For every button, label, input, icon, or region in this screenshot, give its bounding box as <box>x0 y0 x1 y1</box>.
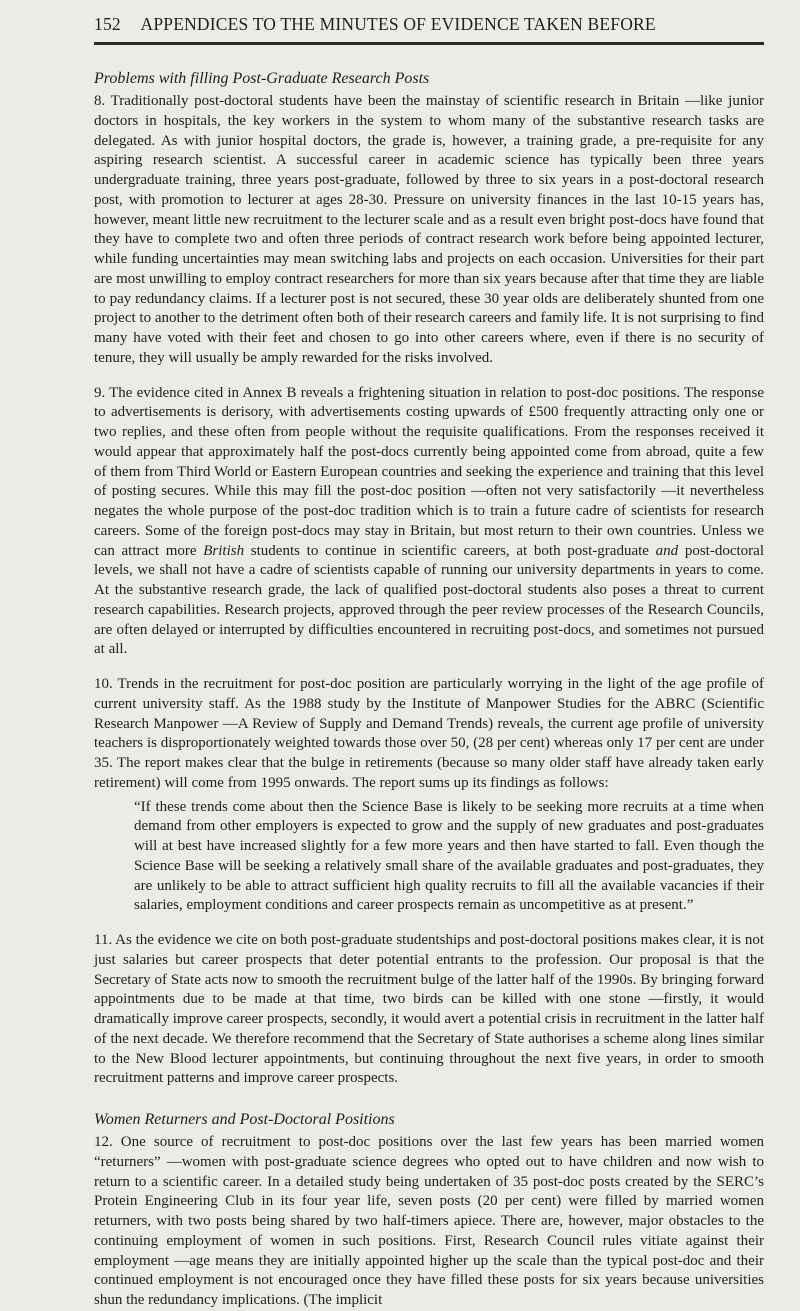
paragraph-9-text-c: post-doctoral levels, we shall not have a cadre of scientists capable of running our university departments in years to come. At the substantive research grade, the lack of qualified post-doctoral students also poses a threat to current research capabilities. Research projects, approved through the peer review processes of the Research Councils, are often delayed or interrupted by difficulties encountered in recruiting post-docs, and sometimes not pursued at all. <box>94 542 764 658</box>
page-number: 152 <box>94 14 121 34</box>
paragraph-9-emphasis-british: British <box>203 542 245 559</box>
paragraph-12: 12. One source of recruitment to post-doc positions over the last few years has been married women “returners” —women with post-graduate science degrees who opted out to have children and now wish to return to a scientific career. In a detailed study being undertaken of 35 post-doc posts created by the SERC’s Protein Engineering Club in its four year life, seven posts (20 per cent) were filled by married women returners, with two posts being shared by two half-timers apiece. There are, however, major obstacles to the continuing employment of women in such positions. First, Research Council rules vitiate against their employment —age means they are initially appointed higher up the scale than the typical post-doc and their continued employment is not encouraged once they have filled these posts for six years because universities shun the redundancy implications. (The implicit <box>94 1134 764 1308</box>
paragraph-9-emphasis-and: and <box>655 542 679 559</box>
section-heading-post-graduate: Problems with filling Post-Graduate Research Posts <box>94 70 430 87</box>
header-rule <box>94 42 764 45</box>
report-quotation: “If these trends come about then the Science Base is likely to be seeking more recruits at a time when demand from other employers is expected to grow and the supply of new graduates and post-graduates will at best have increased slightly for a few more years and then have started to fall. Even though the Science Base will be seeking a relatively small share of the available graduates and post-graduates, they are unlikely to be able to attract sufficient high quality recruits to fill all the available vacancies if their salaries, employment conditions and career prospects remain as uncompetitive as at present.” <box>134 798 764 914</box>
paragraph-10: 10. Trends in the recruitment for post-doc position are particularly worrying in the light of the age profile of current university staff. As the 1988 study by the Institute of Manpower Studies for the ABRC (Scientific Research Manpower —A Review of Supply and Demand Trends) reveals, the current age profile of university teachers is disproportionately weighted towards those over 50, (28 per cent) whereas only 17 per cent are under 35. The report makes clear that the bulge in retirements (because so many older staff have already taken early retirement) will come from 1995 onwards. The report sums up its findings as follows: <box>94 676 764 791</box>
paragraph-9-text-b: students to continue in scientific careers, at both post-graduate <box>244 542 656 559</box>
paragraph-9-text-a: 9. The evidence cited in Annex B reveals a frightening situation in relation to post-doc positions. The response to advertisements is derisory, with advertisements costing upwards of £500 frequently attracting only one or two replies, and these often from people without the requisite qualifications. From the responses received it would appear that approximately half the post-docs currently being appointed come from abroad, quite a few of them from Third World or Eastern European countries and seeking the experience and training that this level of posting secures. While this may fill the post-doc position —often not very satisfactorily —it nevertheless negates the whole purpose of the post-doc tradition which is to train a future cadre of scientists for research careers. Some of the foreign post-docs may stay in Britain, but most return to their own countries. Unless we can attract more <box>94 384 764 559</box>
running-title: APPENDICES TO THE MINUTES OF EVIDENCE TAKEN BEFORE <box>140 14 656 34</box>
paragraph-8: 8. Traditionally post-doctoral students have been the mainstay of scientific research in Britain —like junior doctors in hospitals, the key workers in the system to whom many of the substantive research tasks are delegated. As with junior hospital doctors, the grade is, however, a training grade, a pre-requisite for any aspiring research scientist. A successful career in academic science has typically been three years undergraduate training, three years post-graduate, followed by three to six years in a post-doctoral research post, with promotion to lecturer at ages 28-30. Pressure on university finances in the last 10-15 years has, however, meant little new recruitment to the lecturer scale and as a result even bright post-docs have found that they have to complete two and often three periods of contract research work before being appointed lecturer, while funding uncertainties may mean switching labs and projects on each occasion. Universities for their part are most unwilling to employ contract researchers for more than six years because after that time they are liable to pay redundancy claims. If a lecturer post is not secured, these 30 year olds are deliberately shunted from one project to another to the detriment often both of their research careers and family life. It is not surprising to find many have voted with their feet and chosen to go into other careers where, even if there is no security of tenure, they will usually be amply rewarded for the risks involved. <box>94 93 764 366</box>
section-heading-women-returners: Women Returners and Post-Doctoral Positions <box>94 1111 395 1128</box>
paragraph-11: 11. As the evidence we cite on both post-graduate studentships and post-doctoral positions makes clear, it is not just salaries but career prospects that deter potential entrants to the profession. Our proposal is that the Secretary of State acts now to smooth the recruitment bulge of the latter half of the 1990s. By bringing forward appointments due to be made at that time, two birds can be killed with one stone —firstly, it would dramatically improve career prospects, secondly, it would avert a potential crisis in recruitment in the latter half of the next decade. We therefore recommend that the Secretary of State authorises a scheme along lines similar to the New Blood lecturer appointments, but continuing throughout the next five years, in order to smooth recruitment patterns and improve career prospects. <box>94 932 764 1087</box>
paragraph-9 <box>94 384 764 661</box>
running-header <box>94 14 764 38</box>
